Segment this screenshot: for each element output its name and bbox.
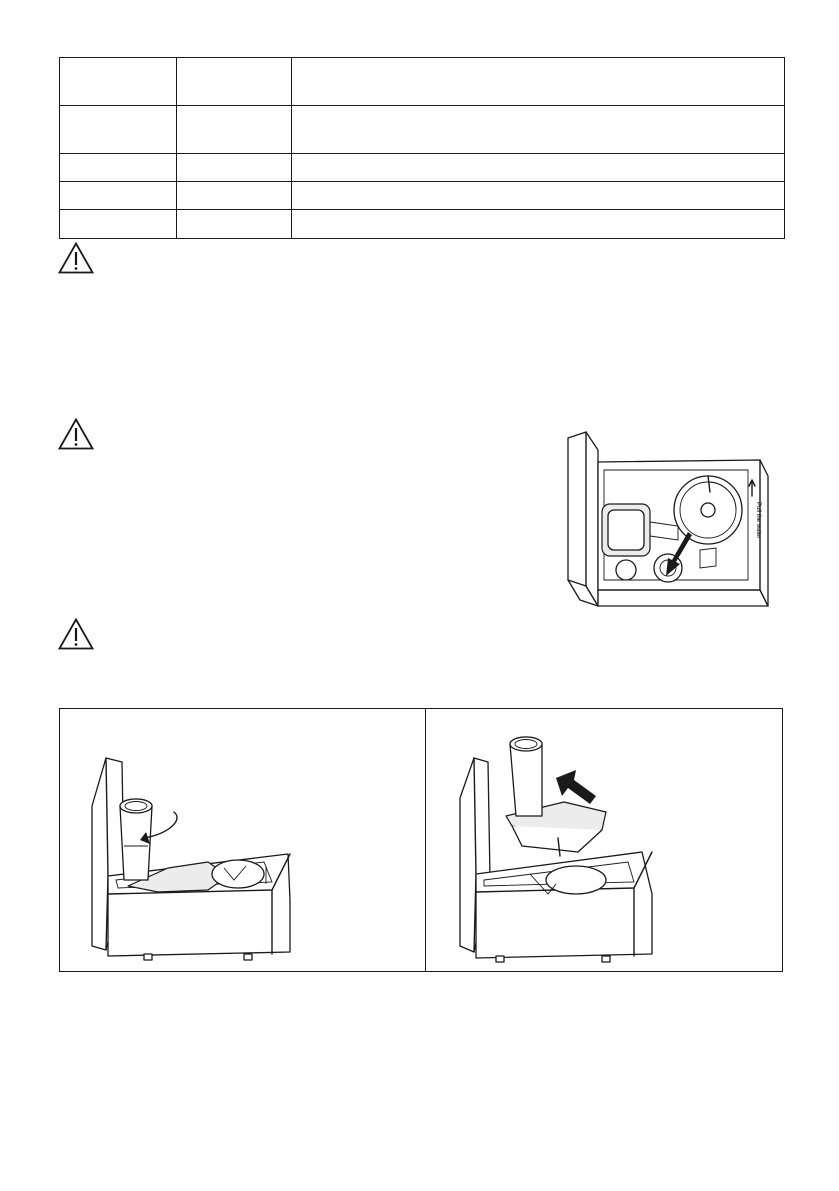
table-cell: [60, 154, 177, 182]
pull-water-label: Pull the water: [755, 502, 761, 539]
table-row: [60, 210, 785, 239]
table-cell: [60, 210, 177, 239]
table-cell: [60, 106, 177, 154]
table-row: [60, 154, 785, 182]
warning-triangle-icon: [58, 242, 94, 274]
lift-tank-illustration: [452, 734, 662, 970]
table-row: [60, 58, 785, 106]
table-cell: [177, 58, 292, 106]
table-cell: [177, 210, 292, 239]
table-row: [60, 182, 785, 210]
table-cell: [292, 106, 785, 154]
table-cell: [60, 182, 177, 210]
table-cell: [292, 154, 785, 182]
specifications-table: [59, 57, 785, 239]
humidifier-base-top-view: [560, 430, 770, 610]
table-cell: [177, 154, 292, 182]
table-cell: [292, 210, 785, 239]
rotate-tank-illustration: [88, 750, 298, 970]
table-row: [60, 106, 785, 154]
figure-divider: [425, 709, 426, 971]
warning-triangle-icon: [58, 418, 94, 450]
warning-triangle-icon: [58, 618, 94, 650]
table-cell: [60, 58, 177, 106]
table-cell: [177, 106, 292, 154]
table-cell: [177, 182, 292, 210]
table-cell: [292, 182, 785, 210]
table-cell: [292, 58, 785, 106]
